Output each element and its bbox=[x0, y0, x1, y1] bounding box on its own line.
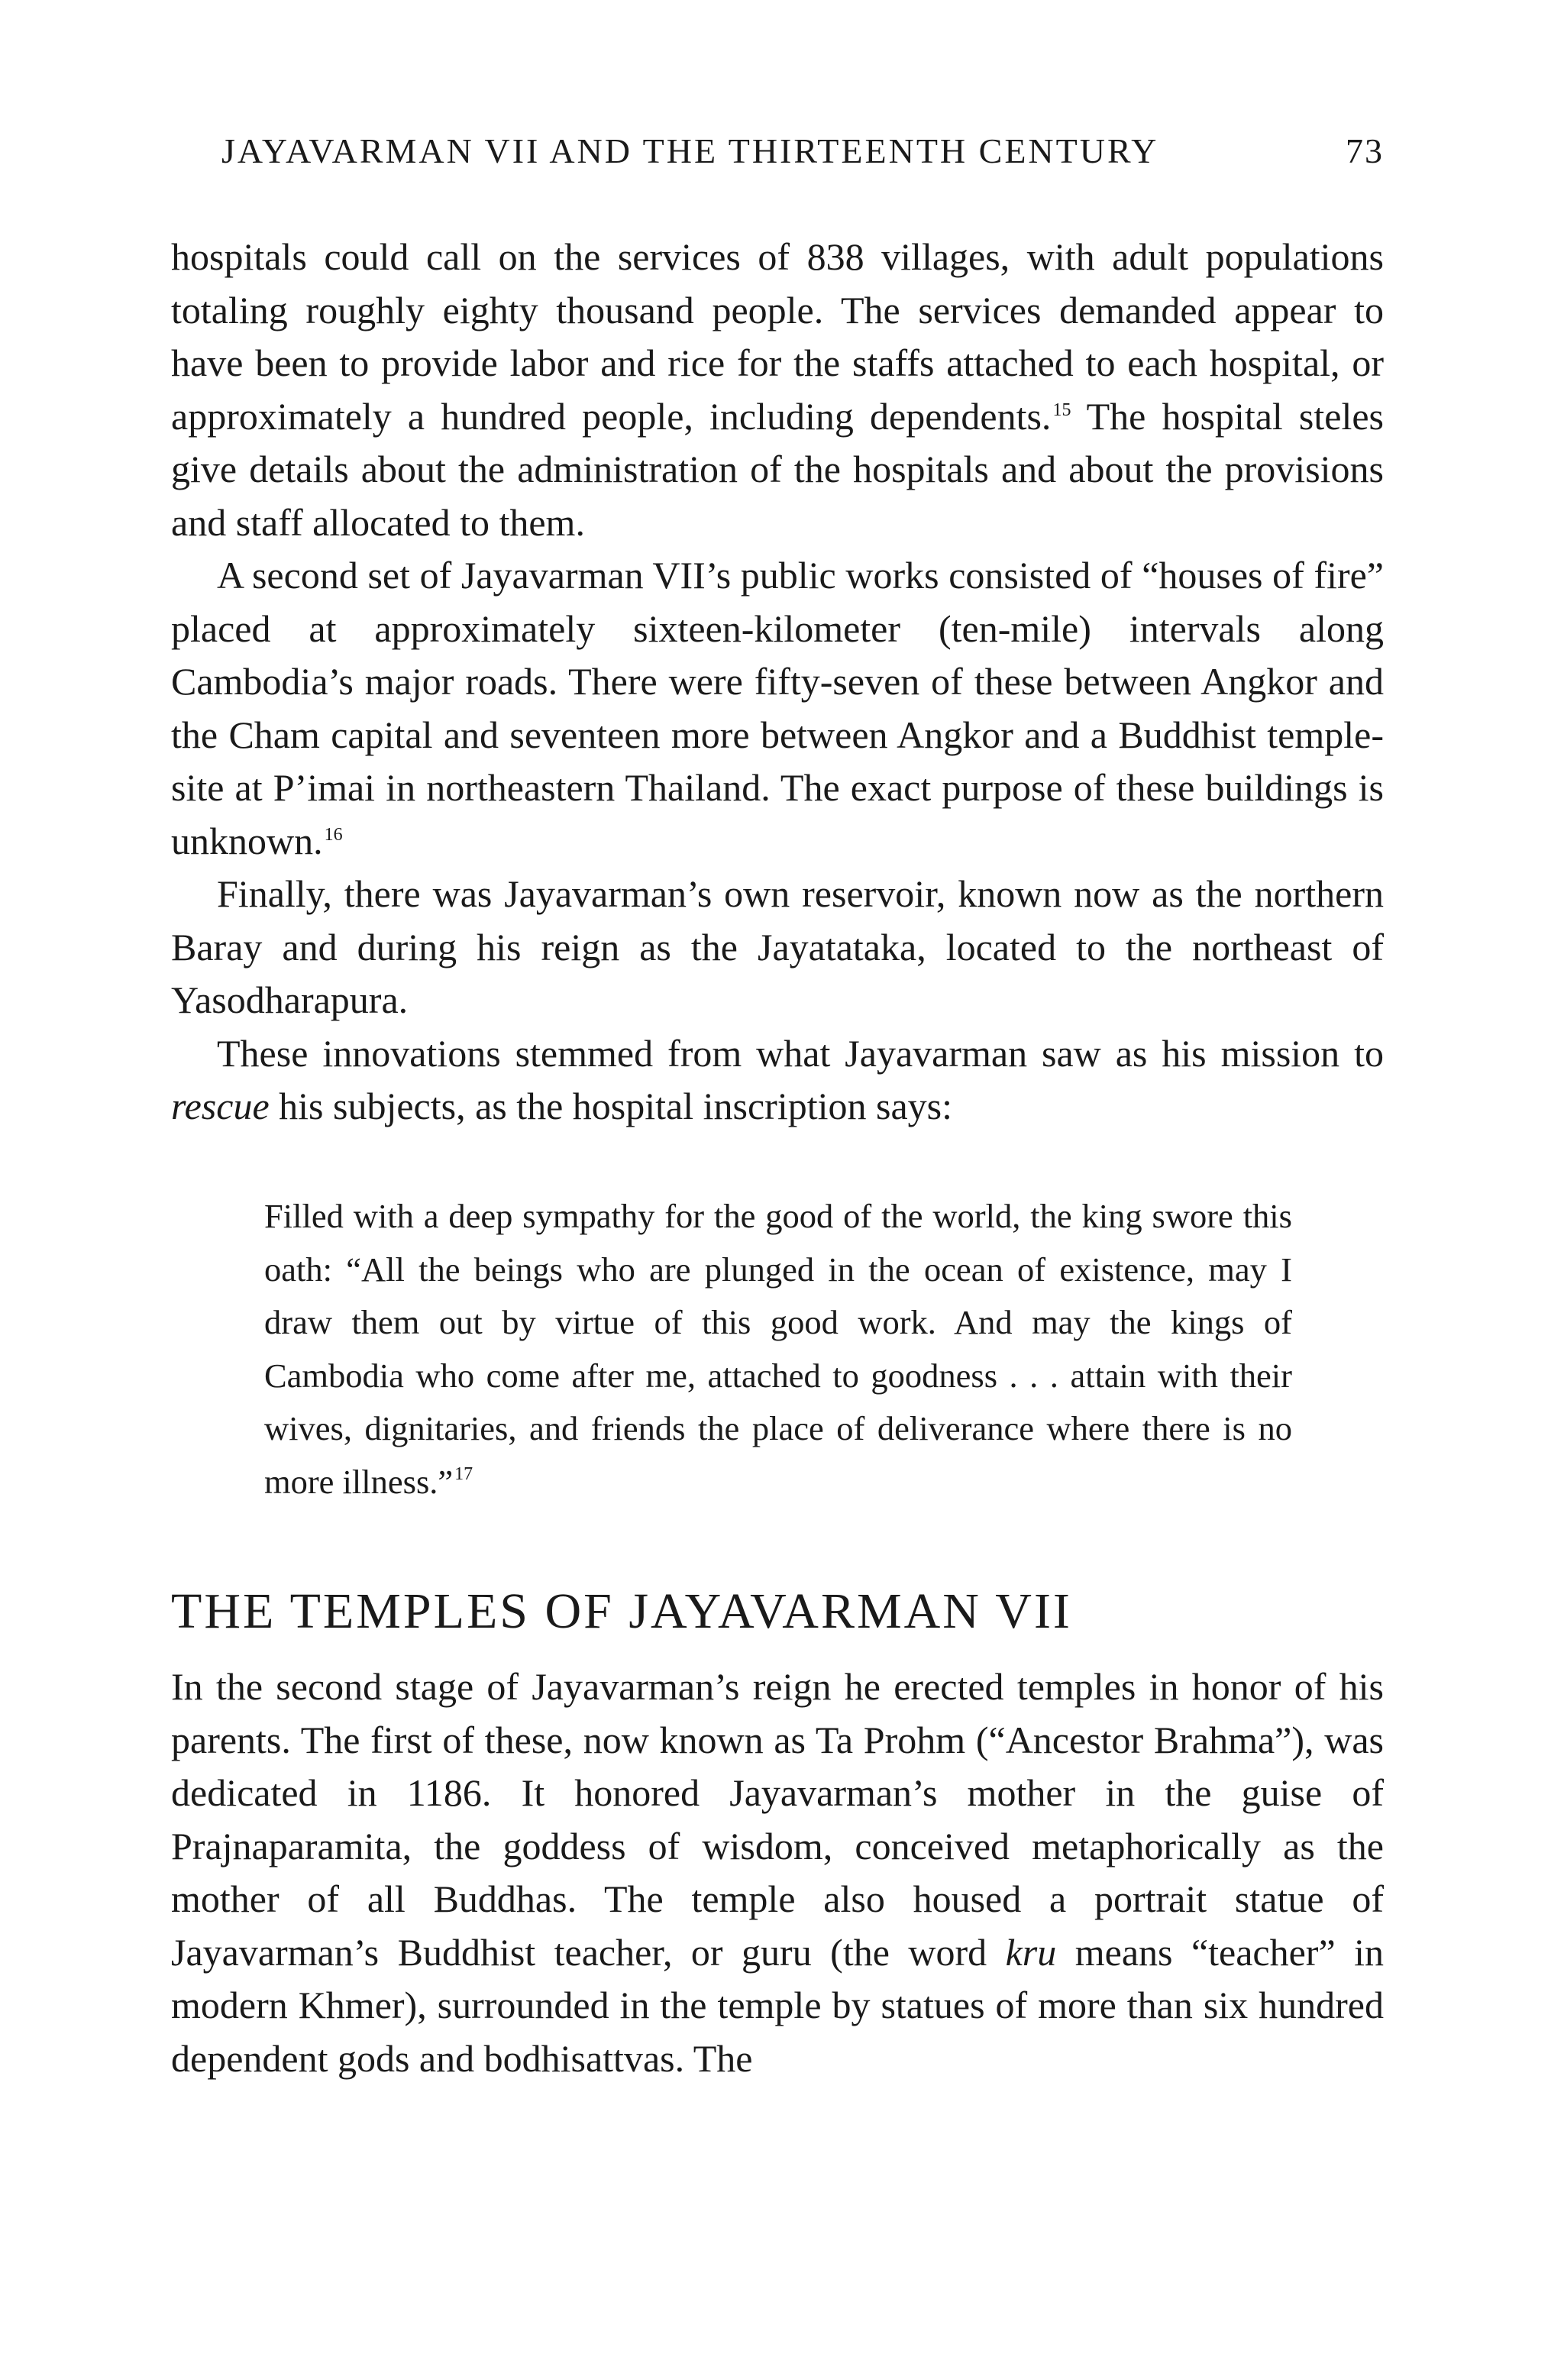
footnote-ref-17: 17 bbox=[454, 1463, 473, 1484]
block-quote-text: Filled with a deep sympathy for the good of the world, the king swore this oath: “All the beings who are plunged in the ocean of existence, may I draw them out by virtue of this good work. And may the kings of Cambodia who come after me, attached to goodness . . . attain with their wives, dignitaries, and friends the place of deliverance where there is no more illness.” bbox=[264, 1197, 1292, 1501]
paragraph-temples bbox=[171, 1661, 1384, 2085]
paragraph-text: In the second stage of Jayavarman’s reign he erected temples in honor of his parents. The first of these, now known as Ta Prohm (“Ancestor Brahma”), was dedicated in 1186. It honored Jayavarman’s mother in the guise of Prajnaparamita, the goddess of wisdom, conceived metaphorically as the mother of all Buddhas. The temple also housed a portrait statue of Jayavarman’s Buddhist teacher, or guru (the word bbox=[171, 1665, 1384, 1974]
paragraph-houses-of-fire bbox=[171, 549, 1384, 868]
running-head-title: JAYAVARMAN VII AND THE THIRTEENTH CENTURY bbox=[221, 131, 1159, 170]
body-text-top bbox=[171, 231, 1384, 1133]
paragraph-text: These innovations stemmed from what Jayavarman saw as his mission to bbox=[217, 1031, 1384, 1075]
page-number: 73 bbox=[1346, 131, 1384, 170]
block-quote bbox=[264, 1190, 1292, 1509]
paragraph-text-continued: his subjects, as the hospital inscription says: bbox=[269, 1085, 953, 1127]
paragraph-text: A second set of Jayavarman VII’s public works consisted of “houses of fire” placed at approximately sixteen-kilometer (ten-mile) intervals along Cambodia’s major roads. There were fifty-seven of these between Angkor and the Cham capital and seventeen more between Angkor and a Buddhist temple-site at P’imai in northeastern Thailand. The exact purpose of these buildings is unknown. bbox=[171, 554, 1384, 862]
paragraph-text: Finally, there was Jayavarman’s own reservoir, known now as the northern Baray and during his reign as the Jayatataka, located to the northeast of Yasodharapura. bbox=[171, 872, 1384, 1021]
paragraph-hospitals bbox=[171, 231, 1384, 549]
paragraph-reservoir bbox=[171, 868, 1384, 1027]
footnote-ref-15: 15 bbox=[1052, 399, 1071, 420]
block-quote-paragraph bbox=[264, 1190, 1292, 1509]
section-heading: THE TEMPLES OF JAYAVARMAN VII bbox=[171, 1583, 1072, 1639]
emphasis-kru: kru bbox=[1005, 1930, 1057, 1974]
running-head bbox=[221, 128, 1384, 174]
paragraph-text: hospitals could call on the services of 838 villages, with adult populations totaling roughly eighty thousand people. The services demanded appear to have been to provide labor and rice for the staffs attached to each hospital, or approximately a hundred people, including dependents. bbox=[171, 235, 1384, 438]
body-text-bottom bbox=[171, 1661, 1384, 2085]
emphasis-rescue: rescue bbox=[171, 1085, 270, 1127]
footnote-ref-16: 16 bbox=[324, 824, 343, 845]
paragraph-text-continued: means “teacher” in modern Khmer), surrounded in the temple by statues of more than six hundred dependent gods and bodhisattvas. The bbox=[171, 1930, 1384, 2080]
paragraph-innovations bbox=[171, 1027, 1384, 1133]
paragraph-text-continued: The hospital steles give details about the administration of the hospitals and about the provisions and staff allocated to them. bbox=[171, 394, 1384, 544]
